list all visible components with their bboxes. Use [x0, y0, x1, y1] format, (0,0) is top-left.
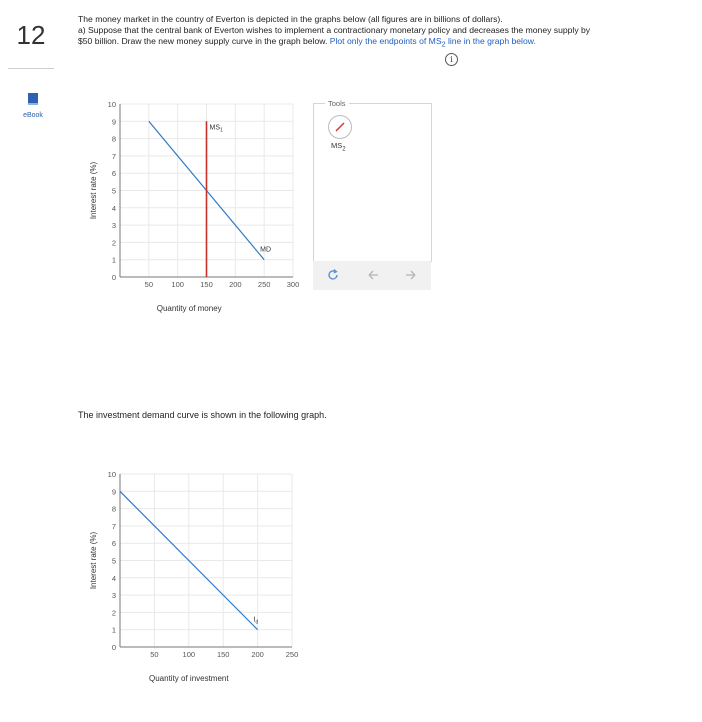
line-tool-icon — [329, 116, 351, 138]
investment-intro-text: The investment demand curve is shown in the following graph. — [78, 410, 327, 420]
series-label-id: $I_d$ — [253, 616, 259, 626]
y-axis-label: Interest rate (%) — [89, 531, 98, 590]
y-tick-label: 4 — [111, 203, 116, 213]
y-tick-label: 5 — [111, 186, 116, 196]
x-tick-label: 250 — [257, 280, 271, 289]
x-tick-label: 50 — [144, 280, 154, 289]
info-icon[interactable]: i — [445, 53, 458, 66]
x-tick-label: 200 — [251, 650, 264, 659]
y-tick-label: 3 — [111, 591, 116, 601]
x-axis-label: Quantity of investment — [149, 674, 229, 683]
tools-panel — [313, 99, 432, 262]
ebook-label[interactable]: eBook — [23, 112, 43, 119]
y-tick-label: 4 — [111, 573, 116, 583]
book-icon — [26, 92, 40, 106]
prompt-line-3-text: $50 billion. Draw the new money supply curve in the graph below. — [78, 36, 328, 46]
redo-icon[interactable] — [403, 267, 419, 283]
prompt-line-2: a) Suppose that the central bank of Everton wishes to implement a contractionary monetary policy and decreases the money supply by — [78, 25, 591, 35]
series-label-ms1: $MS_1$ — [209, 124, 223, 134]
x-tick-label: 200 — [229, 280, 242, 289]
y-tick-label: 7 — [111, 521, 116, 531]
y-tick-label: 7 — [111, 151, 116, 161]
y-tick-label: 1 — [111, 255, 116, 265]
prompt-line-3 — [78, 36, 693, 51]
y-tick-label: 10 — [107, 470, 116, 479]
y-tick-label: 5 — [111, 556, 116, 566]
question-prompt — [78, 14, 693, 51]
y-tick-label: 2 — [111, 238, 116, 248]
ms2-tool-label: $MS_2$ — [331, 141, 346, 153]
y-tick-label: 6 — [111, 169, 116, 179]
y-axis-label: Interest rate (%) — [89, 161, 98, 220]
question-number: 12 — [16, 20, 46, 50]
money-market-graph[interactable] — [70, 95, 310, 325]
y-tick-label: 8 — [111, 504, 116, 514]
y-tick-label: 1 — [111, 625, 116, 635]
divider — [8, 68, 54, 69]
prompt-line-1: The money market in the country of Everton is depicted in the graphs below (all figures are in billions of dollars). — [78, 14, 503, 24]
undo-icon[interactable] — [365, 267, 381, 283]
y-tick-label: 0 — [111, 643, 116, 652]
y-tick-label: 9 — [111, 117, 116, 127]
x-tick-label: 150 — [200, 280, 213, 289]
reset-icon[interactable] — [325, 267, 341, 283]
y-tick-label: 9 — [111, 487, 116, 497]
series-label-md: MD — [260, 246, 272, 254]
y-tick-label: 6 — [111, 539, 116, 549]
x-axis-label: Quantity of money — [156, 304, 222, 313]
ms2-line-tool-button[interactable] — [328, 115, 352, 139]
ebook-link[interactable] — [10, 92, 56, 119]
tools-legend: Tools — [325, 99, 349, 108]
y-tick-label: 8 — [111, 134, 116, 144]
x-tick-label: 100 — [182, 650, 196, 659]
investment-demand-graph — [70, 465, 310, 695]
y-tick-label: 3 — [111, 221, 116, 231]
x-tick-label: 300 — [286, 280, 300, 289]
x-tick-label: 50 — [150, 650, 159, 659]
plot-instruction: Plot only the endpoints of $MS_2$ line in the graph below. — [329, 36, 536, 49]
y-tick-label: 0 — [111, 273, 116, 282]
y-tick-label: 10 — [107, 100, 116, 109]
x-tick-label: 250 — [285, 650, 299, 659]
y-tick-label: 2 — [111, 608, 116, 618]
x-tick-label: 150 — [216, 650, 230, 659]
graph-actions-bar — [313, 261, 431, 290]
x-tick-label: 100 — [171, 280, 184, 289]
